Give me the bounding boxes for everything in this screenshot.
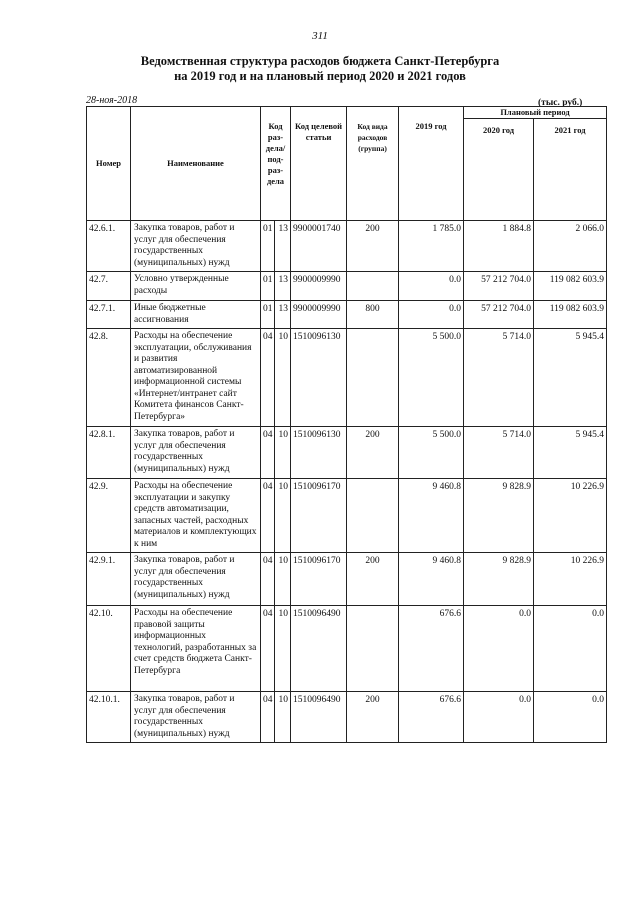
header-number: Номер [87, 107, 131, 221]
table-row [87, 272, 607, 301]
row-2020: 57 212 704.0 [464, 272, 534, 301]
header-2020: 2020 год [464, 119, 534, 221]
budget-table [86, 106, 607, 743]
row-2021: 119 082 603.9 [534, 272, 607, 301]
header-2021: 2021 год [534, 119, 607, 221]
row-section: 04 [261, 606, 275, 692]
row-2019: 5 500.0 [399, 329, 464, 427]
row-2020: 57 212 704.0 [464, 301, 534, 329]
header-section-code: Код раз- дела/ под- раз- дела [261, 107, 291, 221]
row-number: 42.8. [87, 329, 131, 427]
document-date: 28-ноя-2018 [86, 95, 138, 106]
row-2021: 0.0 [534, 692, 607, 743]
row-2019: 0.0 [399, 272, 464, 301]
row-2019: 0.0 [399, 301, 464, 329]
header-planned-period: Плановый период [464, 107, 607, 119]
row-2021: 2 066.0 [534, 221, 607, 272]
table-row [87, 221, 607, 272]
header-expense-type: Код вида расходов (группа) [347, 107, 399, 221]
table-row [87, 692, 607, 743]
title-line-1: Ведомственная структура расходов бюджета Санкт-Петербурга [140, 54, 500, 68]
document-title [0, 54, 640, 84]
row-2021: 10 226.9 [534, 479, 607, 553]
row-2019: 5 500.0 [399, 427, 464, 479]
row-2021: 119 082 603.9 [534, 301, 607, 329]
row-target-code: 1510096130 [291, 427, 347, 479]
row-2021: 5 945.4 [534, 329, 607, 427]
row-subsection: 13 [275, 272, 291, 301]
table-row [87, 427, 607, 479]
row-name: Расходы на обеспечение эксплуатации, обслуживания и развития автоматизированной информационной системы «Интернет/интранет сайт Комитета финансов Санкт-Петербурга» [131, 329, 261, 427]
row-section: 04 [261, 427, 275, 479]
header-target-code: Код целевой статьи [291, 107, 347, 221]
table-row [87, 479, 607, 553]
row-number: 42.10. [87, 606, 131, 692]
header-name: Наименование [131, 107, 261, 221]
row-2019: 676.6 [399, 692, 464, 743]
row-number: 42.7. [87, 272, 131, 301]
row-expense-type: 200 [347, 427, 399, 479]
row-target-code: 1510096170 [291, 479, 347, 553]
row-section: 01 [261, 221, 275, 272]
row-name: Закупка товаров, работ и услуг для обеспечения государственных (муниципальных) нужд [131, 221, 261, 272]
row-2021: 10 226.9 [534, 553, 607, 606]
row-subsection: 13 [275, 221, 291, 272]
row-subsection: 10 [275, 553, 291, 606]
row-2020: 0.0 [464, 606, 534, 692]
row-section: 04 [261, 553, 275, 606]
row-name: Условно утвержденные расходы [131, 272, 261, 301]
row-2019: 676.6 [399, 606, 464, 692]
row-target-code: 1510096170 [291, 553, 347, 606]
row-subsection: 10 [275, 692, 291, 743]
row-target-code: 1510096130 [291, 329, 347, 427]
row-target-code: 1510096490 [291, 692, 347, 743]
row-expense-type: 800 [347, 301, 399, 329]
units-label: (тыс. руб.) [538, 98, 583, 108]
row-name: Расходы на обеспечение эксплуатации и закупку средств автоматизации, запасных частей, расходных материалов и комплектующих к ним [131, 479, 261, 553]
row-section: 01 [261, 301, 275, 329]
row-expense-type: 200 [347, 692, 399, 743]
row-section: 04 [261, 692, 275, 743]
row-expense-type: 200 [347, 553, 399, 606]
row-2020: 5 714.0 [464, 329, 534, 427]
row-name: Закупка товаров, работ и услуг для обеспечения государственных (муниципальных) нужд [131, 427, 261, 479]
row-section: 04 [261, 329, 275, 427]
row-number: 42.6.1. [87, 221, 131, 272]
row-subsection: 10 [275, 606, 291, 692]
header-2019: 2019 год [399, 107, 464, 221]
row-2019: 9 460.8 [399, 553, 464, 606]
table-row [87, 606, 607, 692]
table-row [87, 301, 607, 329]
row-name: Закупка товаров, работ и услуг для обеспечения государственных (муниципальных) нужд [131, 692, 261, 743]
row-number: 42.7.1. [87, 301, 131, 329]
row-expense-type [347, 606, 399, 692]
row-subsection: 10 [275, 479, 291, 553]
table-row [87, 329, 607, 427]
row-2020: 0.0 [464, 692, 534, 743]
row-expense-type [347, 272, 399, 301]
row-name: Иные бюджетные ассигнования [131, 301, 261, 329]
row-subsection: 10 [275, 329, 291, 427]
row-target-code: 9900009990 [291, 301, 347, 329]
row-target-code: 1510096490 [291, 606, 347, 692]
row-number: 42.10.1. [87, 692, 131, 743]
row-number: 42.9. [87, 479, 131, 553]
row-expense-type: 200 [347, 221, 399, 272]
row-name: Расходы на обеспечение правовой защиты информационных технологий, разработанных за счет средств бюджета Санкт-Петербурга [131, 606, 261, 692]
row-2019: 1 785.0 [399, 221, 464, 272]
page-number: 311 [312, 30, 328, 42]
row-number: 42.9.1. [87, 553, 131, 606]
row-2020: 9 828.9 [464, 479, 534, 553]
row-expense-type [347, 329, 399, 427]
row-2020: 5 714.0 [464, 427, 534, 479]
row-2021: 5 945.4 [534, 427, 607, 479]
row-2020: 9 828.9 [464, 553, 534, 606]
row-subsection: 10 [275, 427, 291, 479]
row-2021: 0.0 [534, 606, 607, 692]
row-number: 42.8.1. [87, 427, 131, 479]
row-section: 01 [261, 272, 275, 301]
table-row [87, 553, 607, 606]
row-2020: 1 884.8 [464, 221, 534, 272]
row-2019: 9 460.8 [399, 479, 464, 553]
row-expense-type [347, 479, 399, 553]
row-section: 04 [261, 479, 275, 553]
row-target-code: 9900009990 [291, 272, 347, 301]
row-target-code: 9900001740 [291, 221, 347, 272]
row-name: Закупка товаров, работ и услуг для обеспечения государственных (муниципальных) нужд [131, 553, 261, 606]
row-subsection: 13 [275, 301, 291, 329]
title-line-2: на 2019 год и на плановый период 2020 и 2021 годов [174, 69, 466, 83]
